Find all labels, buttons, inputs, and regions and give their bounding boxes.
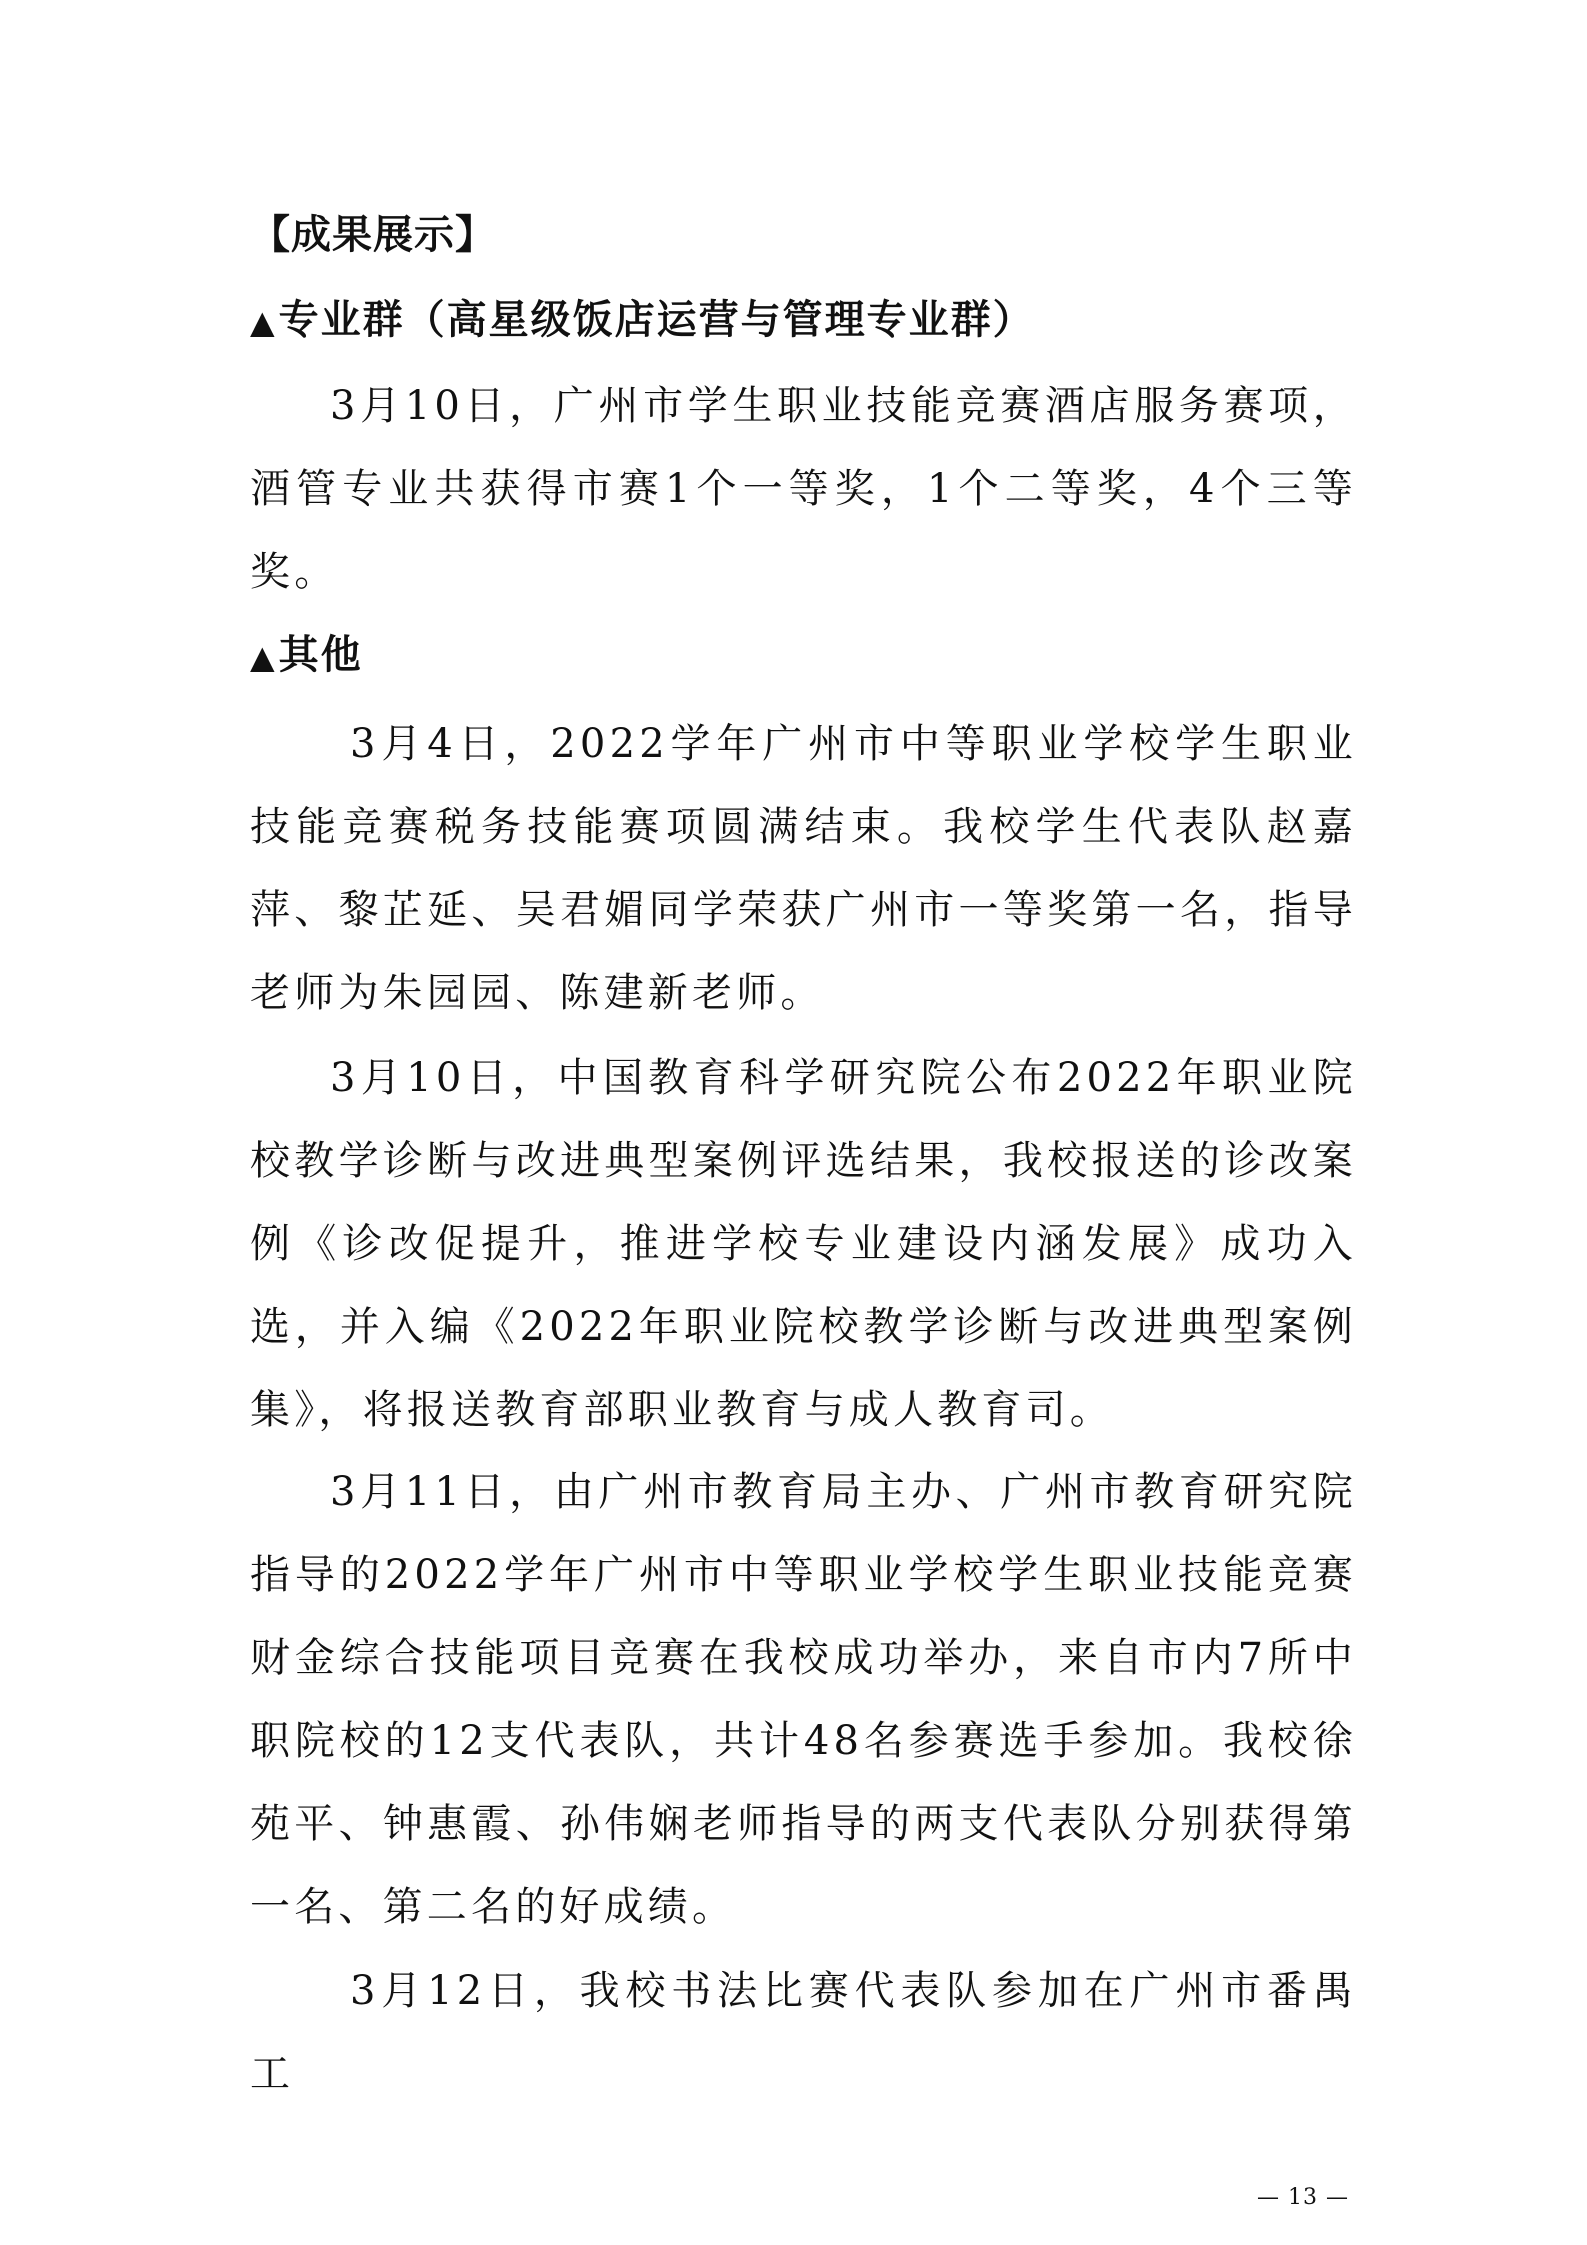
- paragraph-hotel-service-competition: 3月10日，广州市学生职业技能竞赛酒店服务赛项，酒管专业共获得市赛1个一等奖，1个二等奖，4个三等奖。: [250, 383, 1357, 595]
- subheading-professional-group: [250, 290, 1035, 352]
- subheading-other: [250, 625, 363, 687]
- paragraph-tax-skills-competition: 3月4日，2022学年广州市中等职业学校学生职业技能竞赛税务技能赛项圆满结束。我校学生代表队赵嘉萍、黎芷延、吴君媚同学荣获广州市一等奖第一名，指导老师为朱园园、陈建新老师。: [250, 721, 1357, 1016]
- page-number: — 13 —: [1257, 2185, 1349, 2210]
- paragraph-calligraphy-competition: 3月12日，我校书法比赛代表队参加在广州市番禺工: [250, 1968, 1357, 2097]
- subheading-text: 专业群（高星级饭店运营与管理专业群）: [278, 296, 1035, 343]
- paragraph-diagnosis-case-selection: 3月10日，中国教育科学研究院公布2022年职业院校教学诊断与改进典型案例评选结果，我校报送的诊改案例《诊改促提升，推进学校专业建设内涵发展》成功入选，并入编《2022年职业院校教学诊断与改进典型案例集》，将报送教育部职业教育与成人教育司。: [250, 1055, 1357, 1433]
- triangle-marker-icon: ▲: [250, 303, 277, 341]
- subheading-text: 其他: [278, 631, 363, 678]
- triangle-marker-icon: ▲: [250, 638, 277, 676]
- section-title: 【成果展示】: [250, 212, 496, 258]
- paragraph-finance-skills-competition: 3月11日，由广州市教育局主办、广州市教育研究院指导的2022学年广州市中等职业学校学生职业技能竞赛财金综合技能项目竞赛在我校成功举办，来自市内7所中职院校的12支代表队，共计48名参赛选手参加。我校徐苑平、钟惠霞、孙伟娴老师指导的两支代表队分别获得第一名、第二名的好成绩。: [250, 1469, 1357, 1930]
